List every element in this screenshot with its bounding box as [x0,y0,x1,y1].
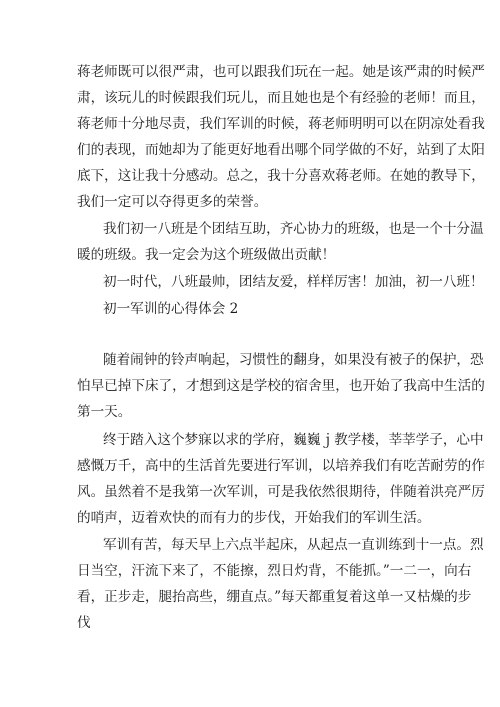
text-line: 我们一定可以夺得更多的荣誉。 [77,194,268,210]
text-line: 初一时代，八班最帅，团结友爱，样样厉害！加油，初一八班！ [103,274,484,290]
text-line: 终于踏入这个梦寐以求的学府，巍巍ｊ教学楼，莘莘学子，心中 [103,432,484,448]
text-line: 底下，这让我十分感动。总之，我十分喜欢蒋老师。在她的教导下， [77,168,485,184]
text-line: 的哨声，迈着欢快的而有力的步伐，开始我们的军训生活。 [77,510,431,526]
text-line: 第一天。 [77,404,132,420]
text-line: 蒋老师十分地尽责，我们军训的时候，蒋老师明明可以在阴凉处看我 [77,116,485,132]
text-line: 伐 [77,615,91,631]
section-heading: 初一军训的心得体会 2 [103,301,239,317]
text-line: 感慨万千，高中的生活首先要进行军训，以培养我们有吃苦耐劳的作 [77,458,485,474]
text-line: 蒋老师既可以很严肃，也可以跟我们玩在一起。她是该严肃的时候严 [77,64,485,80]
text-line: 随着闹钟的铃声响起，习惯性的翻身，如果没有被子的保护，恐 [103,352,484,368]
text-line: 们的表现，而她却为了能更好地看出哪个同学做的不好，站到了太阳 [77,142,485,158]
text-line: 暖的班级。我一定会为这个班级做出贡献！ [77,247,336,263]
text-line: 日当空，汗流下来了，不能擦，烈日灼背，不能抓。”一二一，向右 [77,563,472,579]
text-line: 军训有苦，每天早上六点半起床，从起点一直训练到十一点。烈 [103,537,484,553]
text-line: 我们初一八班是个团结互助，齐心协力的班级，也是一个十分温 [103,221,484,237]
text-line: 怕早已掉下床了，才想到这是学校的宿舍里，也开始了我高中生活的 [77,378,485,394]
text-line: 看，正步走，腿抬高些，绷直点。”每天都重复着这单一又枯燥的步 [77,589,472,605]
text-line: 风。虽然着不是我第一次军训，可是我依然很期待，伴随着洪亮严厉 [77,484,485,500]
text-line: 肃，该玩儿的时候跟我们玩儿，而且她也是个有经验的老师！而且， [77,90,485,106]
